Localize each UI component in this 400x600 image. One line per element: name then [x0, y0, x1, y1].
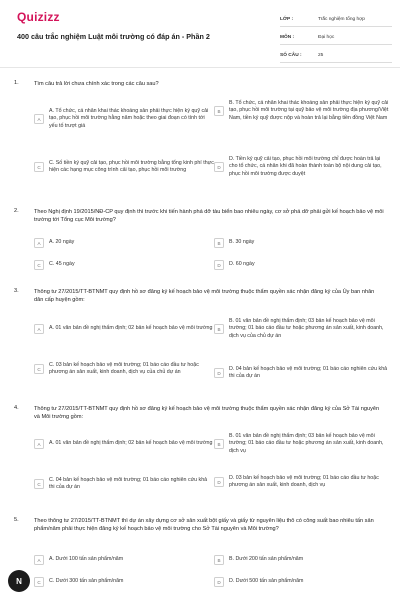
- option-c[interactable]: [34, 260, 204, 270]
- question-text: Thông tư 27/2015/TT-BTNMT quy định hồ sơ đăng ký kế hoạch bảo vệ môi trường thuộc thẩm quyền xác nhận đăng ký của Sở Tài nguyên và Môi trường gồm:: [34, 406, 380, 421]
- meta-row-class: [280, 12, 392, 27]
- question-text: Tìm câu trả lời chưa chính xác trong các câu sau?: [34, 81, 159, 87]
- quizizz-logo[interactable]: Quizizz: [17, 10, 60, 24]
- option-a[interactable]: [34, 108, 214, 130]
- option-text: C. 45 ngày: [49, 261, 75, 268]
- option-text: B. 01 văn bản đề nghị thẩm định; 03 bản kế hoạch bảo vệ môi trường; 01 báo cáo đầu tư hoặc phương án sản xuất, kinh doanh, dịch vụ: [229, 433, 384, 454]
- option-c[interactable]: [34, 577, 204, 587]
- question-5: [0, 517, 400, 597]
- option-key: C: [34, 260, 44, 270]
- meta-label: MÔN :: [280, 34, 295, 40]
- option-text: D. 03 bản kế hoạch bảo vệ môi trường; 01 báo cáo đầu tư hoặc phương án sản xuất, kinh doanh, dịch vụ: [229, 475, 379, 489]
- option-text: C. 04 bản kế hoạch bảo vệ môi trường; 01 báo cáo nghiên cứu khả thi của dự án: [49, 477, 208, 491]
- question-number: 4.: [14, 405, 19, 411]
- question-number: 1.: [14, 80, 19, 86]
- option-text: A. Dưới 100 tấn sản phẩm/năm: [49, 556, 124, 563]
- option-key: A: [34, 114, 44, 124]
- option-key: B: [214, 106, 224, 116]
- question-number: 5.: [14, 517, 19, 523]
- option-key: C: [34, 479, 44, 489]
- question-number: 2.: [14, 208, 19, 214]
- option-b[interactable]: [214, 433, 390, 455]
- option-text: B. 01 văn bản đề nghị thẩm định; 03 bản kế hoạch bảo vệ môi trường; 01 báo cáo đầu tư hoặc phương án sản xuất, kinh doanh, dịch vụ của chủ dự án: [229, 318, 384, 339]
- option-text: D. Dưới 500 tấn sản phẩm/năm: [229, 578, 304, 585]
- meta-value: Trắc nghiệm tổng hợp: [318, 16, 365, 22]
- option-text: D. Tiền ký quỹ cải tạo, phục hồi môi trường chỉ được hoàn trả lại cho tổ chức, cá nhân khi đã hoàn thành toàn bộ nội dung cải tạo, phục hồi môi trường được duyệt: [229, 156, 382, 177]
- option-key: B: [214, 324, 224, 334]
- option-d[interactable]: [214, 577, 384, 587]
- option-b[interactable]: [214, 100, 390, 122]
- option-key: B: [214, 439, 224, 449]
- option-d[interactable]: [214, 156, 390, 178]
- option-text: D. 60 ngày: [229, 261, 255, 268]
- option-b[interactable]: [214, 318, 390, 340]
- option-a[interactable]: [34, 439, 214, 449]
- option-text: C. 03 bản kế hoạch bảo vệ môi trường; 01 báo cáo đầu tư hoặc phương án sản xuất, kinh doanh, dịch vụ của chủ dự án: [49, 362, 199, 376]
- meta-panel: [280, 12, 392, 66]
- option-text: A. 01 văn bản đề nghị thẩm định; 02 bản kế hoạch bảo vệ môi trường: [49, 440, 213, 447]
- question-number: 3.: [14, 288, 19, 294]
- option-a[interactable]: [34, 324, 214, 334]
- option-text: A. 01 văn bản đề nghị thẩm định; 02 bản kế hoạch bảo vệ môi trường: [49, 325, 213, 332]
- floating-action-button[interactable]: N: [8, 570, 30, 592]
- option-text: B. Dưới 200 tấn sản phẩm/năm: [229, 556, 304, 563]
- option-d[interactable]: [214, 366, 390, 381]
- question-1: [0, 80, 400, 200]
- meta-value: Đại học: [318, 34, 335, 40]
- question-text: Theo thông tư 27/2015/TT-BTNMT thì dự án xây dựng cơ sở sản xuất bột giấy và giấy từ nguyên liệu thô có công suất bao nhiêu tấn sản phẩm/năm phải thực hiện đăng ký kế hoạch bảo vệ môi trường cho Sở Tài nguyên và Môi trường?: [34, 518, 374, 533]
- option-d[interactable]: [214, 475, 390, 490]
- option-key: D: [214, 577, 224, 587]
- option-key: D: [214, 477, 224, 487]
- meta-label: LỚP :: [280, 16, 294, 22]
- option-a[interactable]: [34, 238, 204, 248]
- option-key: A: [34, 324, 44, 334]
- option-c[interactable]: [34, 160, 214, 175]
- option-key: C: [34, 162, 44, 172]
- option-d[interactable]: [214, 260, 384, 270]
- option-key: A: [34, 238, 44, 248]
- option-key: C: [34, 364, 44, 374]
- option-key: D: [214, 260, 224, 270]
- option-key: A: [34, 555, 44, 565]
- option-key: A: [34, 439, 44, 449]
- meta-row-subject: [280, 30, 392, 45]
- option-key: B: [214, 238, 224, 248]
- option-text: A. Tổ chức, cá nhân khai thác khoáng sản phải thực hiện ký quỹ cải tạo, phục hồi môi trường hằng năm hoặc theo giai đoạn có tính tới yếu tố trượt giá: [49, 108, 209, 129]
- document-header: [0, 0, 400, 68]
- option-b[interactable]: [214, 238, 384, 248]
- question-4: [0, 405, 400, 510]
- option-b[interactable]: [214, 555, 384, 565]
- option-c[interactable]: [34, 477, 214, 492]
- option-text: C. Dưới 300 tấn sản phẩm/năm: [49, 578, 124, 585]
- option-text: C. Số tiền ký quỹ cải tạo, phục hồi môi trường bằng tổng kinh phí thực hiện các hạng mục công trình cải tạo, phục hồi môi trường: [49, 160, 214, 174]
- meta-label: SỐ CÂU :: [280, 52, 302, 58]
- option-key: D: [214, 162, 224, 172]
- question-text: Thông tư 27/2015/TT-BTNMT quy định hồ sơ đăng ký kế hoạch bảo vệ môi trường thuộc thẩm quyền xác nhận đăng ký của Ủy ban nhân dân cấp huyện gồm:: [34, 289, 375, 304]
- question-2: [0, 208, 400, 278]
- option-text: B. 30 ngày: [229, 239, 255, 246]
- question-text: Theo Nghị định 19/2015/NĐ-CP quy định thì trước khi tiến hành phá dỡ tàu biển bao nhiêu ngày, cơ sở phá dỡ phải gửi kế hoạch bảo vệ môi trường tới Tổng cục Môi trường?: [34, 209, 384, 224]
- option-text: B. Tổ chức, cá nhân khai thác khoáng sản phải thực hiện ký quỹ cải tạo, phục hồi môi trường tại quỹ bảo vệ môi trường địa phương/Việt Nam, tiền ký quỹ được nộp và hoàn trả lại bằng tiền đồng Việt Nam: [229, 100, 389, 121]
- option-key: B: [214, 555, 224, 565]
- option-key: D: [214, 368, 224, 378]
- option-key: C: [34, 577, 44, 587]
- meta-row-count: [280, 48, 392, 63]
- option-c[interactable]: [34, 362, 214, 377]
- meta-value: 25: [318, 52, 324, 58]
- option-text: D. 04 bản kế hoạch bảo vệ môi trường; 01 báo cáo nghiên cứu khả thi của dự án: [229, 366, 388, 380]
- option-text: A. 20 ngày: [49, 239, 75, 246]
- question-3: [0, 288, 400, 398]
- option-a[interactable]: [34, 555, 204, 565]
- document-title: 400 câu trắc nghiệm Luật môi trường có đáp án - Phần 2: [17, 32, 210, 41]
